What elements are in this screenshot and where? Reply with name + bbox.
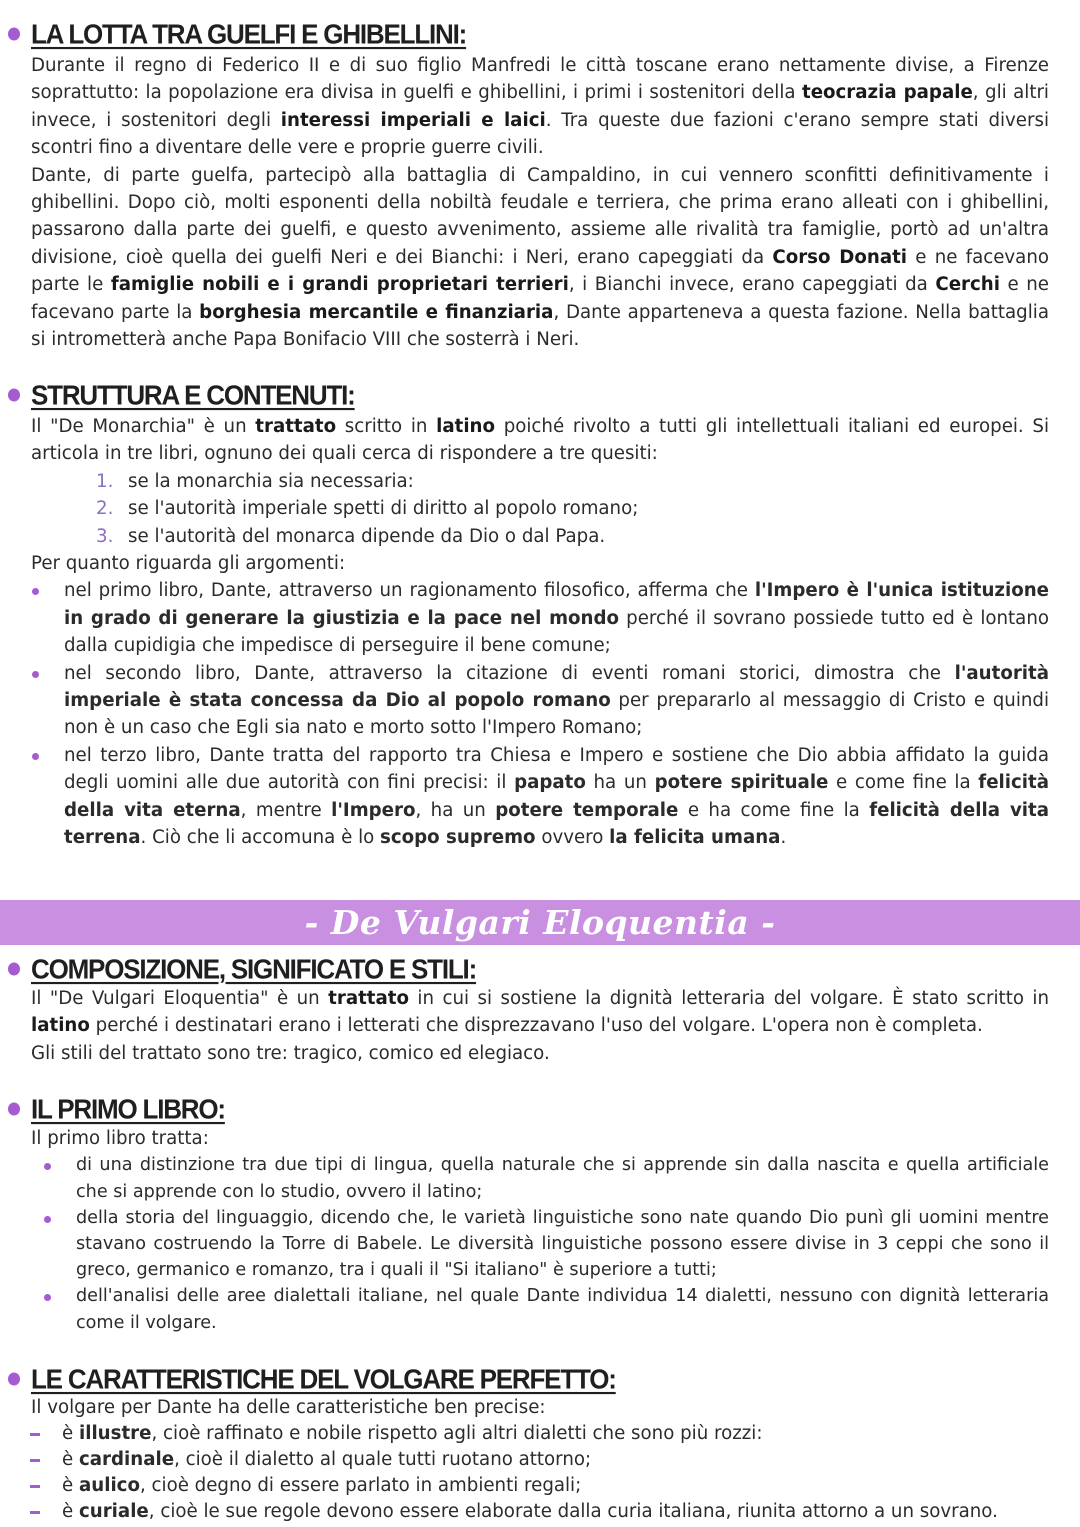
paragraph: Il volgare per Dante ha delle caratteristiche ben precise: <box>31 1397 546 1418</box>
list-item: nel primo libro, Dante, attraverso un ragionamento filosofico, afferma che l'Impero è l'unica istituzione in grado di generare la giustizia e la pace nel mondo perché il sovrano possiede tutto ed è lontano dalla cupidigia che impedisce di perseguire il bene comune; <box>0 577 1049 659</box>
paragraph: Dante, di parte guelfa, partecipò alla battaglia di Campaldino, in cui vennero sconfitti definitivamente i ghibellini. Dopo ciò, molti esponenti della nobiltà feudale e terriera, che prima erano alleati con i ghibellini, passarono dalla parte dei guelfi, e questo avvenimento, assieme alle rivalità tra famiglie, portò ad un'altra divisione, cioè quella dei guelfi Neri e dei Bianchi: i Neri, erano capeggiati da Corso Donati e ne facevano parte le famiglie nobili e i grandi proprietari terrieri, i Bianchi invece, erano capeggiati da Cerchi e ne facevano parte la borghesia mercantile e finanziaria, Dante apparteneva a questa fazione. Nella battaglia si intrometterà anche Papa Bonifacio VIII che sosterrà i Neri. <box>31 164 1049 351</box>
section-heading: IL PRIMO LIBRO: <box>31 1092 1080 1127</box>
bullet-dot-icon <box>8 963 20 976</box>
list-item: dell'analisi delle aree dialettali italiane, nel quale Dante individua 14 dialetti, nessuno con dignità letteraria come il volgare. <box>0 1283 1049 1335</box>
list-item: di una distinzione tra due tipi di lingua, quella naturale che si apprende sin dalla nascita e quella artificiale che si apprende con lo studio, ovvero il latino; <box>0 1152 1049 1204</box>
bullet-dot-icon <box>8 28 20 41</box>
paragraph: Gli stili del trattato sono tre: tragico, comico ed elegiaco. <box>31 1042 550 1064</box>
topic-list <box>0 1152 1080 1335</box>
section-heading: LE CARATTERISTICHE DEL VOLGARE PERFETTO: <box>31 1362 1080 1397</box>
paragraph: Il "De Monarchia" è un trattato scritto in latino poiché rivolto a tutti gli intellettuali italiani ed europei. Si articola in tre libri, ognuno dei quali cerca di rispondere a tre quesiti: <box>31 416 1049 465</box>
characteristics-list <box>0 1421 1080 1525</box>
list-item: nel terzo libro, Dante tratta del rapporto tra Chiesa e Impero e sostiene che Dio abbia affidato la guida degli uomini alle due autorità con fini precisi: il papato ha un potere spirituale e come fine la felicità della vita eterna, mentre l'Impero, ha un potere temporale e ha come fine la felicità della vita terrena. Ciò che li accomuna è lo scopo supremo ovvero la felicita umana. <box>0 742 1049 852</box>
list-item: nel secondo libro, Dante, attraverso la citazione di eventi romani storici, dimostra che l'autorità imperiale è stata concessa da Dio al popolo romano per prepararlo al messaggio di Cristo e quindi non è un caso che Egli sia nato e morto sotto l'Impero Romano; <box>0 660 1049 742</box>
question-list <box>0 468 1080 550</box>
section-heading: LA LOTTA TRA GUELFI E GHIBELLINI: <box>31 17 1080 52</box>
bullet-dot-icon <box>8 389 20 402</box>
dash-icon <box>30 1459 40 1462</box>
bullet-dot-icon <box>8 1103 20 1116</box>
section-primo-libro <box>0 1093 1080 1336</box>
dash-icon <box>30 1511 40 1514</box>
bullet-dot-icon <box>8 1373 20 1386</box>
dash-icon <box>30 1485 40 1488</box>
bullet-icon <box>32 671 39 678</box>
paragraph: Il primo libro tratta: <box>31 1128 209 1149</box>
title-banner <box>0 900 1080 945</box>
list-item: 3. se l'autorità del monarca dipende da Dio o dal Papa. <box>96 525 606 547</box>
argument-list <box>0 577 1080 851</box>
bullet-icon <box>44 1163 51 1170</box>
section-guelfi <box>0 18 1080 353</box>
dash-icon <box>30 1433 40 1436</box>
section-volgare <box>0 1363 1080 1525</box>
section-struttura <box>0 379 1080 852</box>
bullet-icon <box>44 1216 51 1223</box>
section-composizione <box>0 953 1080 1067</box>
list-item: 2. se l'autorità imperiale spetti di diritto al popolo romano; <box>96 498 639 520</box>
list-item: della storia del linguaggio, dicendo che, le varietà linguistiche sono nate quando Dio punì gli uomini mentre stavano costruendo la Torre di Babele. Le diversità linguistiche possono essere divise in 3 ceppi che sono il greco, germanico e romanzo, tra i quali il "Si italiano" è superiore a tutti; <box>0 1205 1049 1284</box>
list-item: 1. se la monarchia sia necessaria: <box>96 470 414 492</box>
paragraph: Durante il regno di Federico II e di suo figlio Manfredi le città toscane erano nettamente divise, a Firenze soprattutto: la popolazione era divisa in guelfi e ghibellini, i primi i sostenitori della teocrazia papale, gli altri invece, i sostenitori degli interessi imperiali e laici. Tra queste due fazioni c'erano sempre stati diversi scontri fino a diventare delle vere e proprie guerre civili. <box>31 55 1050 159</box>
bullet-icon <box>44 1294 51 1301</box>
list-item: è aulico, cioè degno di essere parlato in ambienti regali; <box>0 1473 1080 1499</box>
section-heading: STRUTTURA E CONTENUTI: <box>31 378 1080 413</box>
bullet-icon <box>32 588 39 595</box>
list-item: è curiale, cioè le sue regole devono essere elaborate dalla curia italiana, riunita attorno a un sovrano. <box>0 1499 1080 1525</box>
list-item: è illustre, cioè raffinato e nobile rispetto agli altri dialetti che sono più rozzi: <box>0 1421 1080 1447</box>
bullet-icon <box>32 753 39 760</box>
banner-title: - De Vulgari Eloquentia - <box>304 903 776 942</box>
section-heading: COMPOSIZIONE, SIGNIFICATO E STILI: <box>31 952 1080 987</box>
paragraph: Il "De Vulgari Eloquentia" è un trattato in cui si sostiene la dignità letteraria del volgare. È stato scritto in latino perché i destinatari erano i letterati che disprezzavano l'uso del volgare. L'opera non è completa. <box>31 988 1049 1037</box>
paragraph: Per quanto riguarda gli argomenti: <box>31 553 346 575</box>
list-item: è cardinale, cioè il dialetto al quale tutti ruotano attorno; <box>0 1447 1080 1473</box>
